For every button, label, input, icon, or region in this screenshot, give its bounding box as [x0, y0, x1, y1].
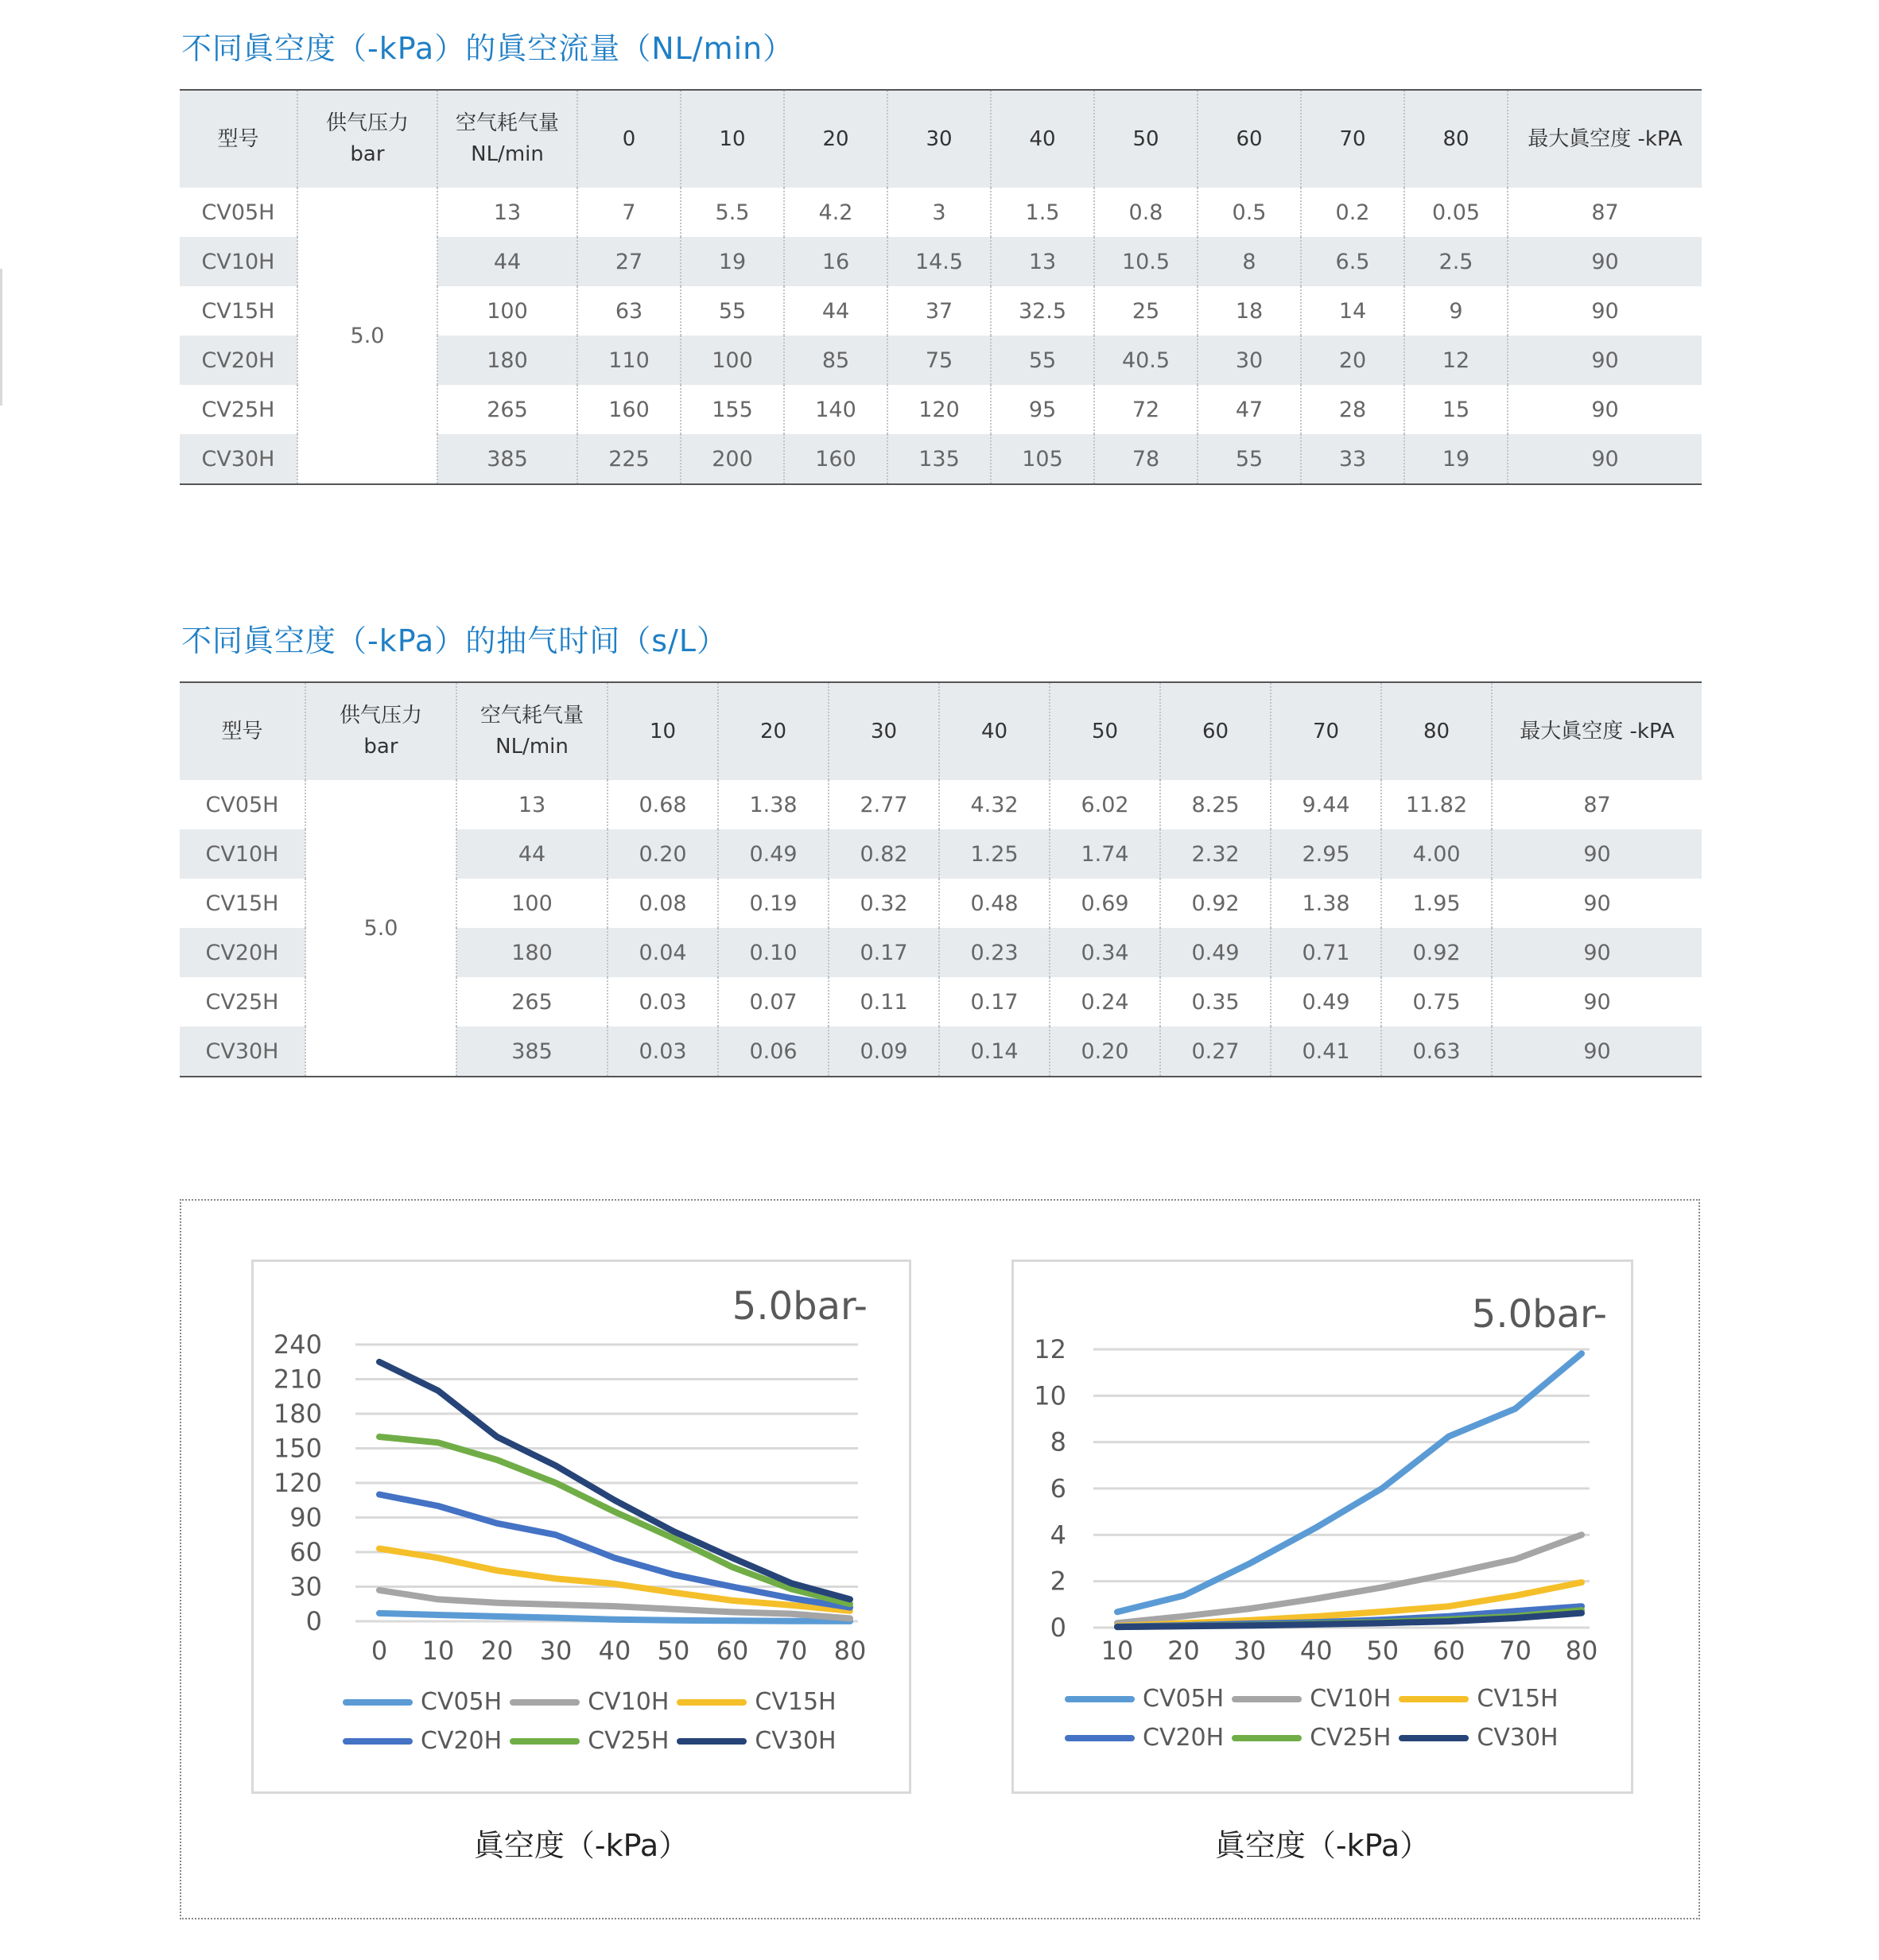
- max-vacuum-cell: 90: [1492, 1027, 1702, 1077]
- value-cell: 3: [887, 188, 991, 237]
- y-tick-label: 0: [1050, 1613, 1066, 1643]
- value-cell: 85: [784, 336, 887, 385]
- value-cell: 55: [991, 336, 1094, 385]
- value-cell: 0.14: [939, 1027, 1050, 1077]
- legend-item-cv25h: [510, 1727, 669, 1755]
- value-cell: 135: [887, 434, 991, 484]
- model-cell: CV15H: [205, 891, 279, 916]
- air-consumption-cell: 265: [437, 385, 577, 434]
- value-cell: 160: [577, 385, 681, 434]
- y-tick-label: 0: [305, 1606, 322, 1636]
- table1-wrapper: [180, 89, 1702, 485]
- value-cell: 0.10: [718, 928, 829, 977]
- max-vacuum-cell: 90: [1492, 928, 1702, 977]
- model-cell: CV10H: [180, 237, 297, 286]
- value-cell: 11.82: [1381, 780, 1492, 829]
- y-tick-label: 30: [289, 1571, 322, 1602]
- value-cell: 15: [1404, 385, 1508, 434]
- legend-swatch: [343, 1699, 413, 1706]
- model-cell: CV05H: [201, 200, 275, 225]
- value-cell: 2.95: [1271, 829, 1381, 879]
- header-vacuum-30: 30: [887, 90, 991, 188]
- value-cell: 5.5: [681, 188, 784, 237]
- header-vacuum-10: 10: [608, 682, 718, 780]
- header-vacuum-60: 60: [1198, 90, 1301, 188]
- legend-swatch: [1065, 1735, 1135, 1741]
- table-row: [180, 188, 1702, 237]
- value-cell: 0.17: [939, 977, 1050, 1027]
- header-vacuum-50: 50: [1094, 90, 1198, 188]
- model-cell: CV15H: [201, 298, 275, 324]
- value-cell: 0.34: [1050, 928, 1160, 977]
- x-tick-label: 0: [371, 1636, 388, 1666]
- max-vacuum-cell: 90: [1508, 385, 1702, 434]
- legend-swatch: [1232, 1696, 1302, 1702]
- max-vacuum-cell: 90: [1508, 336, 1702, 385]
- value-cell: 0.92: [1160, 879, 1271, 928]
- y-tick-label: 210: [273, 1364, 322, 1395]
- value-cell: 44: [784, 286, 887, 336]
- legend-label: CV15H: [755, 1688, 837, 1716]
- table1-title: 不同眞空度（-kPa）的眞空流量（NL/min）: [181, 31, 794, 66]
- series-line-cv30h: [379, 1362, 850, 1600]
- legend-swatch: [1065, 1696, 1135, 1702]
- header-vacuum-30: 30: [829, 682, 939, 780]
- y-tick-label: 150: [273, 1433, 322, 1464]
- model-cell: CV25H: [205, 989, 279, 1015]
- value-cell: 4.32: [939, 780, 1050, 829]
- value-cell: 0.49: [718, 829, 829, 879]
- value-cell: 0.75: [1381, 977, 1492, 1027]
- table-header-row: [180, 90, 1702, 188]
- y-tick-label: 180: [273, 1399, 322, 1429]
- header-vacuum-80: 80: [1404, 90, 1508, 188]
- legend-item-cv10h: [510, 1688, 669, 1716]
- legend-swatch: [1399, 1696, 1469, 1702]
- x-tick-label: 20: [1167, 1636, 1200, 1666]
- supply-pressure-cell: 5.0: [305, 780, 456, 1077]
- value-cell: 14.5: [887, 237, 991, 286]
- legend-label: CV10H: [588, 1688, 670, 1716]
- value-cell: 12: [1404, 336, 1508, 385]
- legend-item-cv20h: [1065, 1724, 1224, 1752]
- chart-title: 5.0bar-: [732, 1284, 868, 1329]
- x-tick-label: 60: [1432, 1636, 1466, 1666]
- value-cell: 6.02: [1050, 780, 1160, 829]
- value-cell: 0.06: [718, 1027, 829, 1077]
- value-cell: 0.24: [1050, 977, 1160, 1027]
- value-cell: 75: [887, 336, 991, 385]
- air-consumption-cell: 13: [456, 780, 608, 829]
- legend-label: CV25H: [588, 1727, 670, 1755]
- value-cell: 9.44: [1271, 780, 1381, 829]
- header-vacuum-70: 70: [1271, 682, 1381, 780]
- header-air-consumption: 空气耗气量 NL/min: [456, 682, 608, 780]
- header-vacuum-40: 40: [939, 682, 1050, 780]
- model-cell: CV05H: [205, 792, 279, 817]
- value-cell: 20: [1301, 336, 1404, 385]
- value-cell: 0.49: [1271, 977, 1381, 1027]
- value-cell: 0.20: [608, 829, 718, 879]
- chart-title: 5.0bar-: [1471, 1292, 1607, 1337]
- y-tick-label: 60: [289, 1537, 322, 1567]
- value-cell: 1.74: [1050, 829, 1160, 879]
- x-tick-label: 30: [1233, 1636, 1267, 1666]
- value-cell: 0.23: [939, 928, 1050, 977]
- value-cell: 0.48: [939, 879, 1050, 928]
- value-cell: 1.38: [1271, 879, 1381, 928]
- x-tick-label: 50: [657, 1636, 690, 1666]
- value-cell: 0.20: [1050, 1027, 1160, 1077]
- value-cell: 2.77: [829, 780, 939, 829]
- header-vacuum-70: 70: [1301, 90, 1404, 188]
- value-cell: 33: [1301, 434, 1404, 484]
- value-cell: 95: [991, 385, 1094, 434]
- y-tick-label: 8: [1050, 1426, 1066, 1457]
- value-cell: 8: [1198, 237, 1301, 286]
- x-tick-label: 50: [1366, 1636, 1400, 1666]
- air-consumption-cell: 44: [437, 237, 577, 286]
- value-cell: 0.27: [1160, 1027, 1271, 1077]
- x-tick-label: 80: [1565, 1636, 1598, 1666]
- legend-item-cv25h: [1232, 1724, 1391, 1752]
- value-cell: 0.08: [608, 879, 718, 928]
- header-model: 型号: [180, 682, 305, 780]
- chart-legend: [343, 1688, 837, 1755]
- value-cell: 2.5: [1404, 237, 1508, 286]
- header-vacuum-20: 20: [784, 90, 887, 188]
- x-tick-label: 60: [716, 1636, 749, 1666]
- value-cell: 0.04: [608, 928, 718, 977]
- header-vacuum-0: 0: [577, 90, 681, 188]
- model-cell: CV25H: [201, 397, 275, 422]
- value-cell: 0.09: [829, 1027, 939, 1077]
- value-cell: 0.63: [1381, 1027, 1492, 1077]
- supply-pressure-cell: 5.0: [297, 188, 437, 484]
- max-vacuum-cell: 87: [1492, 780, 1702, 829]
- value-cell: 0.03: [608, 1027, 718, 1077]
- value-cell: 28: [1301, 385, 1404, 434]
- x-tick-label: 80: [833, 1636, 867, 1666]
- value-cell: 27: [577, 237, 681, 286]
- max-vacuum-cell: 90: [1508, 237, 1702, 286]
- value-cell: 0.05: [1404, 188, 1508, 237]
- air-consumption-cell: 44: [456, 829, 608, 879]
- value-cell: 0.32: [829, 879, 939, 928]
- header-vacuum-80: 80: [1381, 682, 1492, 780]
- legend-item-cv30h: [1399, 1724, 1558, 1752]
- header-max-vacuum: 最大眞空度 -kPA: [1492, 682, 1702, 780]
- air-consumption-cell: 100: [437, 286, 577, 336]
- value-cell: 13: [991, 237, 1094, 286]
- x-tick-label: 10: [1101, 1636, 1134, 1666]
- value-cell: 4.2: [784, 188, 887, 237]
- value-cell: 55: [681, 286, 784, 336]
- legend-swatch: [1232, 1735, 1302, 1741]
- legend-label: CV25H: [1310, 1724, 1392, 1752]
- x-tick-label: 70: [775, 1636, 808, 1666]
- x-axis-title: 眞空度（-kPa）: [473, 1828, 689, 1863]
- evacuation-time-table: [180, 681, 1702, 1077]
- value-cell: 30: [1198, 336, 1301, 385]
- value-cell: 0.03: [608, 977, 718, 1027]
- value-cell: 6.5: [1301, 237, 1404, 286]
- air-consumption-cell: 100: [456, 879, 608, 928]
- legend-label: CV05H: [421, 1688, 503, 1716]
- value-cell: 0.17: [829, 928, 939, 977]
- y-tick-label: 90: [289, 1502, 322, 1533]
- x-tick-label: 30: [539, 1636, 573, 1666]
- value-cell: 1.38: [718, 780, 829, 829]
- air-consumption-cell: 180: [456, 928, 608, 977]
- value-cell: 0.49: [1160, 928, 1271, 977]
- legend-item-cv20h: [343, 1727, 502, 1755]
- y-tick-label: 4: [1050, 1519, 1066, 1551]
- legend-label: CV10H: [1310, 1685, 1392, 1713]
- value-cell: 1.5: [991, 188, 1094, 237]
- value-cell: 1.95: [1381, 879, 1492, 928]
- legend-item-cv15h: [1399, 1685, 1558, 1713]
- value-cell: 63: [577, 286, 681, 336]
- value-cell: 0.41: [1271, 1027, 1381, 1077]
- value-cell: 10.5: [1094, 237, 1198, 286]
- max-vacuum-cell: 87: [1508, 188, 1702, 237]
- evacuation-chart-box: [1011, 1259, 1633, 1794]
- value-cell: 1.25: [939, 829, 1050, 879]
- x-tick-label: 40: [1299, 1636, 1333, 1666]
- x-tick-label: 20: [480, 1636, 514, 1666]
- value-cell: 40.5: [1094, 336, 1198, 385]
- header-vacuum-60: 60: [1160, 682, 1271, 780]
- legend-swatch: [510, 1699, 580, 1706]
- max-vacuum-cell: 90: [1508, 434, 1702, 484]
- legend-swatch: [343, 1738, 413, 1745]
- header-supply-pressure: 供气压力 bar: [305, 682, 456, 780]
- value-cell: 19: [1404, 434, 1508, 484]
- model-cell: CV30H: [180, 434, 297, 484]
- charts-frame: [180, 1199, 1700, 1919]
- header-max-vacuum: 最大眞空度 -kPA: [1508, 90, 1702, 188]
- value-cell: 0.11: [829, 977, 939, 1027]
- left-edge-mark: [0, 269, 2, 406]
- value-cell: 78: [1094, 434, 1198, 484]
- y-tick-label: 2: [1050, 1566, 1066, 1597]
- flow-table: [180, 89, 1702, 485]
- model-cell: CV10H: [180, 829, 305, 879]
- legend-label: CV20H: [1143, 1724, 1225, 1752]
- max-vacuum-cell: 90: [1492, 977, 1702, 1027]
- legend-item-cv15h: [677, 1688, 836, 1716]
- legend-label: CV15H: [1477, 1685, 1559, 1713]
- legend-label: CV20H: [421, 1727, 503, 1755]
- x-tick-label: 40: [598, 1636, 631, 1666]
- series-line-cv05h: [1117, 1353, 1582, 1612]
- flow-chart-box: [251, 1259, 911, 1794]
- legend-label: CV05H: [1143, 1685, 1225, 1713]
- model-cell: CV20H: [180, 928, 305, 977]
- header-model: 型号: [180, 90, 297, 188]
- value-cell: 0.69: [1050, 879, 1160, 928]
- value-cell: 0.71: [1271, 928, 1381, 977]
- value-cell: 110: [577, 336, 681, 385]
- value-cell: 25: [1094, 286, 1198, 336]
- header-vacuum-20: 20: [718, 682, 829, 780]
- table2-title: 不同眞空度（-kPa）的抽气时间（s/L）: [181, 623, 728, 658]
- y-tick-label: 10: [1034, 1380, 1066, 1411]
- value-cell: 105: [991, 434, 1094, 484]
- x-tick-label: 10: [421, 1636, 455, 1666]
- model-cell: CV30H: [180, 1027, 305, 1077]
- value-cell: 14: [1301, 286, 1404, 336]
- header-air-consumption: 空气耗气量 NL/min: [437, 90, 577, 188]
- header-vacuum-40: 40: [991, 90, 1094, 188]
- y-tick-label: 12: [1034, 1334, 1066, 1364]
- air-consumption-cell: 265: [456, 977, 608, 1027]
- value-cell: 32.5: [991, 286, 1094, 336]
- value-cell: 120: [887, 385, 991, 434]
- value-cell: 0.35: [1160, 977, 1271, 1027]
- max-vacuum-cell: 90: [1492, 829, 1702, 879]
- legend-item-cv30h: [677, 1727, 836, 1755]
- y-tick-label: 240: [273, 1329, 322, 1360]
- value-cell: 0.82: [829, 829, 939, 879]
- air-consumption-cell: 385: [437, 434, 577, 484]
- air-consumption-cell: 180: [437, 336, 577, 385]
- value-cell: 200: [681, 434, 784, 484]
- value-cell: 37: [887, 286, 991, 336]
- y-tick-label: 120: [273, 1468, 322, 1498]
- chart-legend: [1065, 1685, 1559, 1752]
- header-supply-pressure: 供气压力 bar: [297, 90, 437, 188]
- value-cell: 16: [784, 237, 887, 286]
- legend-label: CV30H: [1477, 1724, 1559, 1752]
- value-cell: 0.2: [1301, 188, 1404, 237]
- value-cell: 0.92: [1381, 928, 1492, 977]
- y-tick-label: 6: [1050, 1473, 1066, 1504]
- table2-wrapper: [180, 681, 1702, 1077]
- value-cell: 0.19: [718, 879, 829, 928]
- value-cell: 160: [784, 434, 887, 484]
- value-cell: 225: [577, 434, 681, 484]
- legend-swatch: [677, 1699, 747, 1706]
- value-cell: 140: [784, 385, 887, 434]
- value-cell: 19: [681, 237, 784, 286]
- value-cell: 7: [577, 188, 681, 237]
- value-cell: 155: [681, 385, 784, 434]
- max-vacuum-cell: 90: [1508, 286, 1702, 336]
- legend-item-cv10h: [1232, 1685, 1391, 1713]
- value-cell: 18: [1198, 286, 1301, 336]
- legend-item-cv05h: [1065, 1685, 1224, 1713]
- table-row: [180, 780, 1702, 829]
- header-vacuum-50: 50: [1050, 682, 1160, 780]
- x-axis-title: 眞空度（-kPa）: [1214, 1828, 1431, 1863]
- value-cell: 0.07: [718, 977, 829, 1027]
- header-vacuum-10: 10: [681, 90, 784, 188]
- legend-label: CV30H: [755, 1727, 837, 1755]
- value-cell: 100: [681, 336, 784, 385]
- legend-swatch: [510, 1738, 580, 1745]
- value-cell: 9: [1404, 286, 1508, 336]
- value-cell: 0.8: [1094, 188, 1198, 237]
- value-cell: 8.25: [1160, 780, 1271, 829]
- model-cell: CV20H: [180, 336, 297, 385]
- value-cell: 0.5: [1198, 188, 1301, 237]
- air-consumption-cell: 13: [437, 188, 577, 237]
- x-tick-label: 70: [1499, 1636, 1532, 1666]
- legend-swatch: [677, 1738, 747, 1745]
- value-cell: 72: [1094, 385, 1198, 434]
- air-consumption-cell: 385: [456, 1027, 608, 1077]
- legend-swatch: [1399, 1735, 1469, 1741]
- value-cell: 2.32: [1160, 829, 1271, 879]
- legend-item-cv05h: [343, 1688, 502, 1716]
- table-header-row: [180, 682, 1702, 780]
- value-cell: 55: [1198, 434, 1301, 484]
- value-cell: 4.00: [1381, 829, 1492, 879]
- max-vacuum-cell: 90: [1492, 879, 1702, 928]
- value-cell: 47: [1198, 385, 1301, 434]
- value-cell: 0.68: [608, 780, 718, 829]
